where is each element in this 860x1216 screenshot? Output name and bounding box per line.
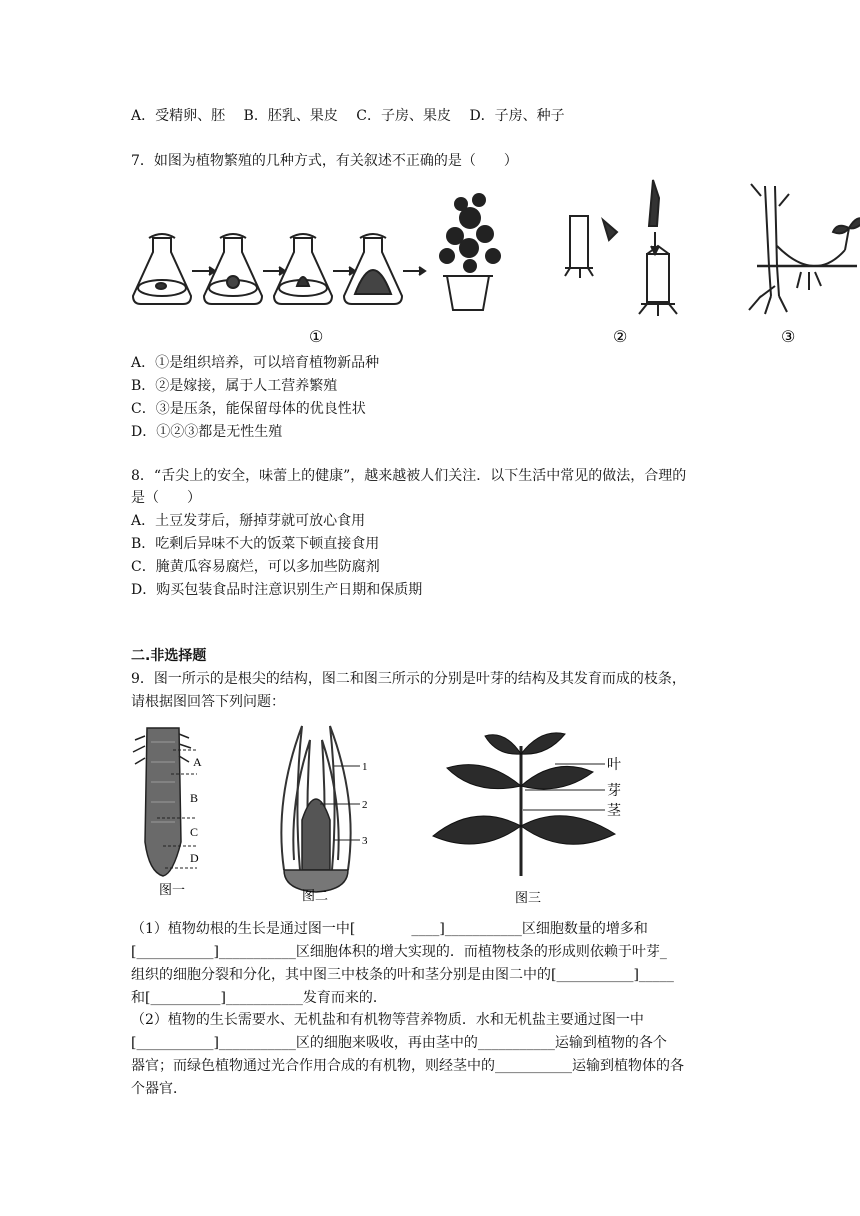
fig3-label-stem: 茎: [607, 803, 621, 819]
q7-option-c: C．③是压条，能保留母体的优良性状: [131, 401, 366, 417]
fig7-label-1: ①: [309, 329, 324, 346]
q9-fig2-leaf-bud: [264, 720, 384, 902]
q9-p2-line1: （2）植物的生长需要水、无机盐和有机物等营养物质．水和无机盐主要通过图一中: [131, 1012, 644, 1028]
q8-stem-line2: 是（ ）: [131, 490, 201, 506]
fig1-label-a: A: [193, 755, 202, 769]
q7-stem: 7．如图为植物繁殖的几种方式，有关叙述不正确的是（ ）: [131, 153, 518, 169]
fig2-label-3: 3: [362, 835, 368, 847]
q9-p1-line4: 和[__________]___________发育而来的．: [131, 990, 387, 1006]
fig3-caption: 图三: [515, 890, 542, 905]
fig2-label-1: 1: [362, 761, 368, 773]
section-heading: 二.非选择题: [131, 648, 207, 664]
q9-p1-line2: [___________]___________区细胞体积的增大实现的．而植物枝条的形成则依赖于叶芽_: [131, 944, 667, 960]
q9-p2-line4: 个器官．: [131, 1081, 187, 1097]
q7-figure: [125, 176, 860, 348]
fig2-label-2: 2: [362, 799, 368, 811]
fig3-label-leaf: 叶: [607, 757, 621, 773]
q9-p2-line3: 器官；而绿色植物通过光合作用合成的有机物，则经茎中的___________运输到植物体的各: [131, 1058, 684, 1074]
q9-fig1-root-tip: [127, 722, 227, 902]
q6-options: A．受精卵、胚 B．胚乳、果皮 C．子房、果皮 D．子房、种子: [131, 108, 565, 124]
fig2-caption: 图二: [302, 888, 329, 902]
fig1-label-c: C: [190, 825, 199, 839]
fig7-label-3: ③: [781, 329, 796, 346]
q8-option-c: C．腌黄瓜容易腐烂，可以多加些防腐剂: [131, 559, 380, 575]
q9-p2-line2: [___________]___________区的细胞来吸收，再由茎中的___________运输到植物的各个: [131, 1035, 667, 1051]
q8-option-b: B．吃剩后异味不大的饭菜下顿直接食用: [131, 536, 380, 552]
q9-p1-line1: （1）植物幼根的生长是通过图一中[ ____]___________区细胞数量的增多和: [131, 921, 648, 937]
fig3-label-bud: 芽: [607, 783, 621, 799]
q7-option-b: B．②是嫁接，属于人工营养繁殖: [131, 378, 338, 394]
q7-option-a: A．①是组织培养，可以培育植物新品种: [131, 355, 380, 371]
q8-option-d: D．购买包装食品时注意识别生产日期和保质期: [131, 582, 423, 598]
q9-fig3-shoot: [425, 726, 645, 906]
q9-stem-line1: 9．图一所示的是根尖的结构，图二和图三所示的分别是叶芽的结构及其发育而成的枝条，: [131, 671, 686, 687]
q7-option-d: D．①②③都是无性生殖: [131, 424, 283, 440]
fig7-label-2: ②: [613, 329, 628, 346]
fig1-caption: 图一: [159, 882, 186, 897]
fig1-label-b: B: [190, 791, 199, 805]
q8-option-a: A．土豆发芽后，掰掉芽就可放心食用: [131, 513, 366, 529]
q8-stem-line1: 8．“舌尖上的安全，味蕾上的健康”，越来越被人们关注．以下生活中常见的做法，合理的: [131, 468, 687, 484]
fig1-label-d: D: [190, 851, 199, 865]
q9-stem-line2: 请根据图回答下列问题：: [131, 694, 285, 710]
q9-p1-line3: 组织的细胞分裂和分化，其中图三中枝条的叶和茎分别是由图二中的[___________]_____: [131, 967, 674, 983]
